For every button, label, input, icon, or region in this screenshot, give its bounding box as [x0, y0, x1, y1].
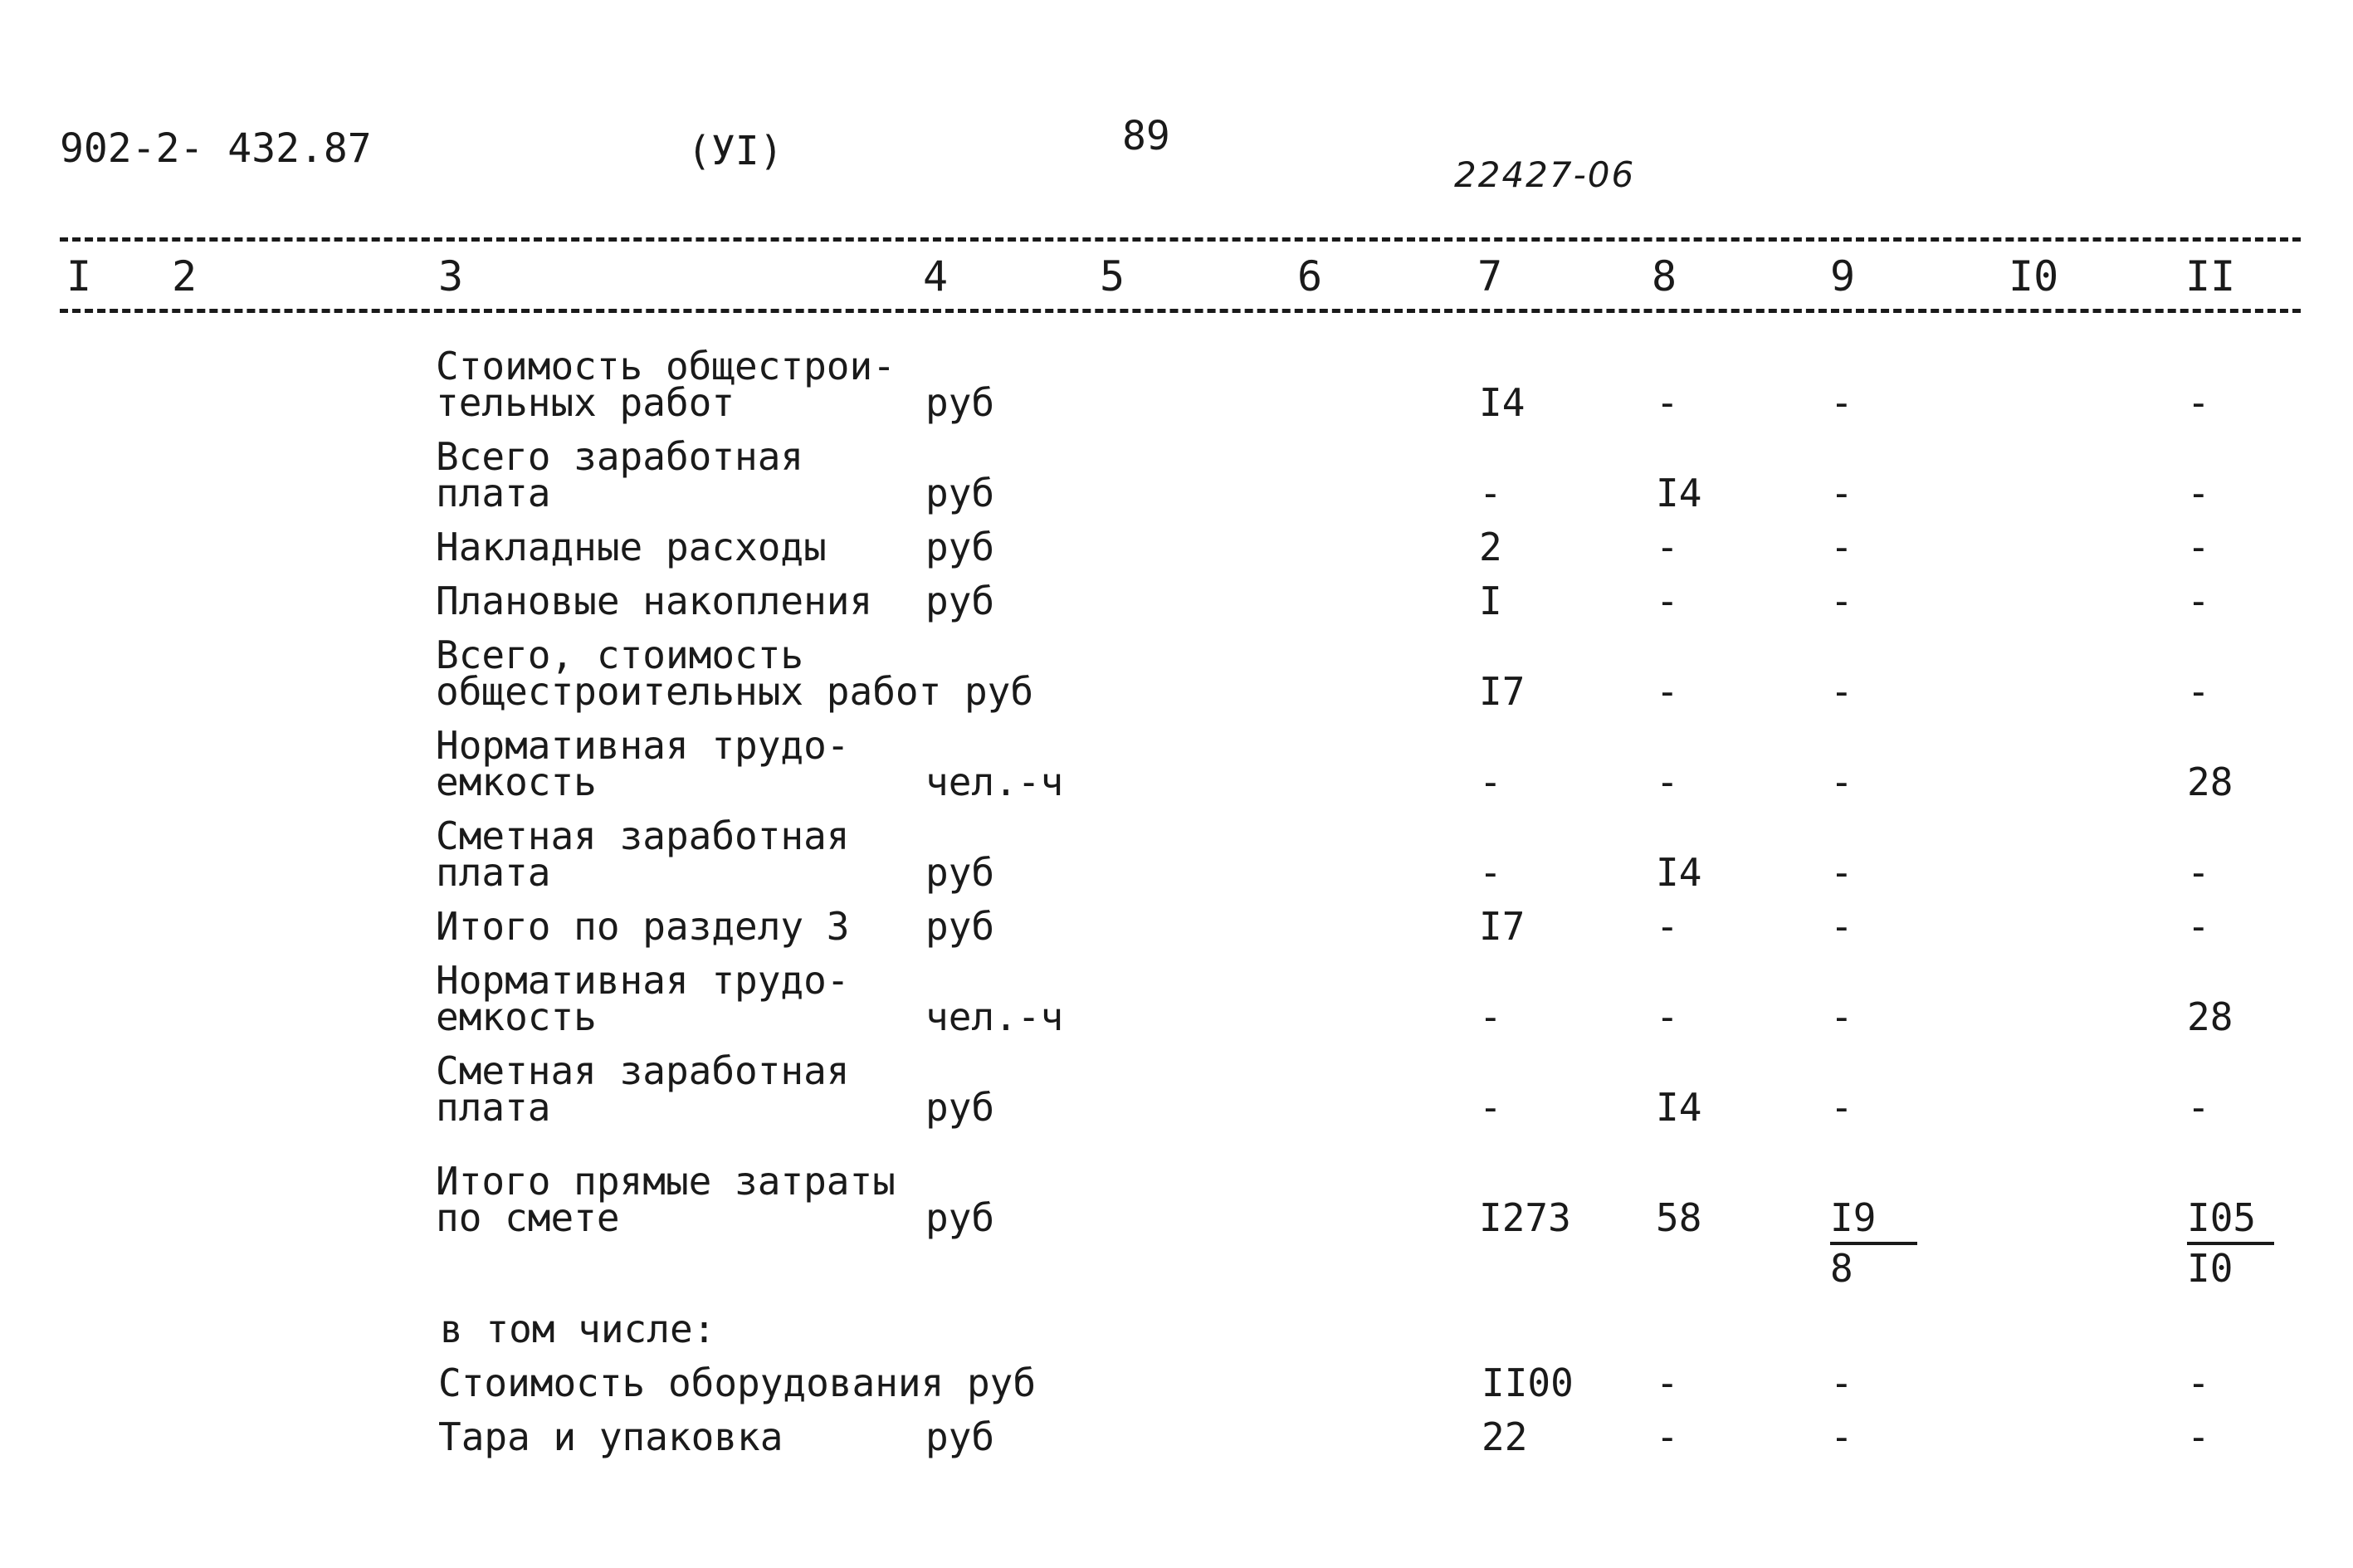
row-13-col7: II00: [1482, 1360, 1574, 1405]
row-3-unit: руб: [925, 525, 995, 569]
row-6-unit: чел.-ч: [925, 760, 1064, 804]
row-9-name-line2: емкость: [436, 994, 597, 1039]
row-8-name: Итого по разделу 3: [436, 904, 850, 949]
row-10-col7: -: [1479, 1085, 1502, 1130]
row-10-name-line1: Сметная заработная: [436, 1048, 850, 1093]
inventory-number: 22427-06: [1454, 154, 1636, 195]
row-11-name-line2: по смете: [436, 1195, 620, 1240]
header-top-rule: [60, 237, 2301, 242]
column-number-4: 4: [923, 252, 949, 300]
row-11-col8: 58: [1656, 1195, 1702, 1240]
row-14-col7: 22: [1482, 1414, 1528, 1459]
row-1-col9: -: [1830, 380, 1853, 425]
row-7-col9: -: [1830, 850, 1853, 895]
column-number-6: 6: [1297, 252, 1323, 300]
row-4-unit: руб: [925, 579, 995, 623]
row-7-name-line2: плата: [436, 850, 551, 895]
row-11-col11-numerator: I05: [2187, 1199, 2274, 1245]
row-4-col7: I: [1479, 579, 1502, 623]
row-12-subheading: в том числе:: [440, 1307, 716, 1351]
row-6-name-line1: Нормативная трудо-: [436, 723, 850, 768]
row-9-unit: чел.-ч: [925, 994, 1064, 1039]
row-10-name-line2: плата: [436, 1085, 551, 1130]
row-14-name: Тара и упаковка: [438, 1414, 784, 1459]
row-1-name-line1: Стоимость общестрои-: [436, 344, 896, 388]
row-11-col9-numerator: I9: [1830, 1199, 1917, 1245]
row-9-name-line1: Нормативная трудо-: [436, 958, 850, 1003]
row-14-col8: -: [1656, 1414, 1679, 1459]
row-3-col9: -: [1830, 525, 1853, 569]
column-number-3: 3: [438, 252, 464, 300]
row-10-col9: -: [1830, 1085, 1853, 1130]
row-4-col8: -: [1656, 579, 1679, 623]
row-8-col8: -: [1656, 904, 1679, 949]
row-1-col11: -: [2187, 380, 2210, 425]
row-10-col11: -: [2187, 1085, 2210, 1130]
row-6-col11: 28: [2187, 760, 2233, 804]
row-1-name-line2: тельных работ: [436, 380, 735, 425]
row-2-col8: I4: [1656, 471, 1702, 515]
column-number-5: 5: [1100, 252, 1125, 300]
row-8-col11: -: [2187, 904, 2210, 949]
row-9-col9: -: [1830, 994, 1853, 1039]
row-2-col7: -: [1479, 471, 1502, 515]
row-7-col8: I4: [1656, 850, 1702, 895]
row-5-name-line1: Всего, стоимость: [436, 633, 804, 677]
row-14-unit: руб: [925, 1414, 995, 1459]
row-11-unit: руб: [925, 1195, 995, 1240]
row-5-col11: -: [2187, 669, 2210, 714]
row-6-col8: -: [1656, 760, 1679, 804]
row-5-col9: -: [1830, 669, 1853, 714]
row-3-col11: -: [2187, 525, 2210, 569]
row-9-col7: -: [1479, 994, 1502, 1039]
row-2-unit: руб: [925, 471, 995, 515]
row-11-name-line1: Итого прямые затраты: [436, 1159, 896, 1204]
row-10-unit: руб: [925, 1085, 995, 1130]
row-8-unit: руб: [925, 904, 995, 949]
column-number-11: II: [2185, 252, 2236, 300]
row-8-col7: I7: [1479, 904, 1526, 949]
column-number-2: 2: [172, 252, 198, 300]
row-13-col11: -: [2187, 1360, 2210, 1405]
row-6-name-line2: емкость: [436, 760, 597, 804]
row-9-col8: -: [1656, 994, 1679, 1039]
row-1-col8: -: [1656, 380, 1679, 425]
column-number-9: 9: [1830, 252, 1856, 300]
column-number-10: I0: [2009, 252, 2059, 300]
volume-number: (УI): [687, 128, 784, 174]
row-13-name: Стоимость оборудования руб: [438, 1360, 1037, 1405]
document-code: 902-2- 432.87: [60, 125, 372, 172]
row-10-col8: I4: [1656, 1085, 1702, 1130]
row-2-col9: -: [1830, 471, 1853, 515]
row-3-col7: 2: [1479, 525, 1502, 569]
row-5-col8: -: [1656, 669, 1679, 714]
row-2-name-line2: плата: [436, 471, 551, 515]
row-4-col11: -: [2187, 579, 2210, 623]
column-number-1: I: [66, 252, 92, 300]
row-3-name: Накладные расходы: [436, 525, 827, 569]
row-3-col8: -: [1656, 525, 1679, 569]
row-6-col9: -: [1830, 760, 1853, 804]
row-5-name-line2: общестроительных работ руб: [436, 669, 1034, 714]
row-11-col7: I273: [1479, 1195, 1571, 1240]
row-14-col11: -: [2187, 1414, 2210, 1459]
row-2-col11: -: [2187, 471, 2210, 515]
row-1-col7: I4: [1479, 380, 1526, 425]
row-2-name-line1: Всего заработная: [436, 434, 804, 479]
row-7-col7: -: [1479, 850, 1502, 895]
row-11-col11-denominator: I0: [2187, 1246, 2233, 1291]
row-14-col9: -: [1830, 1414, 1853, 1459]
row-7-unit: руб: [925, 850, 995, 895]
row-9-col11: 28: [2187, 994, 2233, 1039]
row-13-col9: -: [1830, 1360, 1853, 1405]
row-13-col8: -: [1656, 1360, 1679, 1405]
row-5-col7: I7: [1479, 669, 1526, 714]
row-1-unit: руб: [925, 380, 995, 425]
row-4-col9: -: [1830, 579, 1853, 623]
row-6-col7: -: [1479, 760, 1502, 804]
page-number: 89: [1122, 113, 1170, 159]
header-bottom-rule: [60, 309, 2301, 313]
row-8-col9: -: [1830, 904, 1853, 949]
row-7-col11: -: [2187, 850, 2210, 895]
row-4-name: Плановые накопления: [436, 579, 873, 623]
row-7-name-line1: Сметная заработная: [436, 813, 850, 858]
row-11-col9-denominator: 8: [1830, 1246, 1853, 1291]
column-number-7: 7: [1477, 252, 1503, 300]
column-number-8: 8: [1652, 252, 1677, 300]
